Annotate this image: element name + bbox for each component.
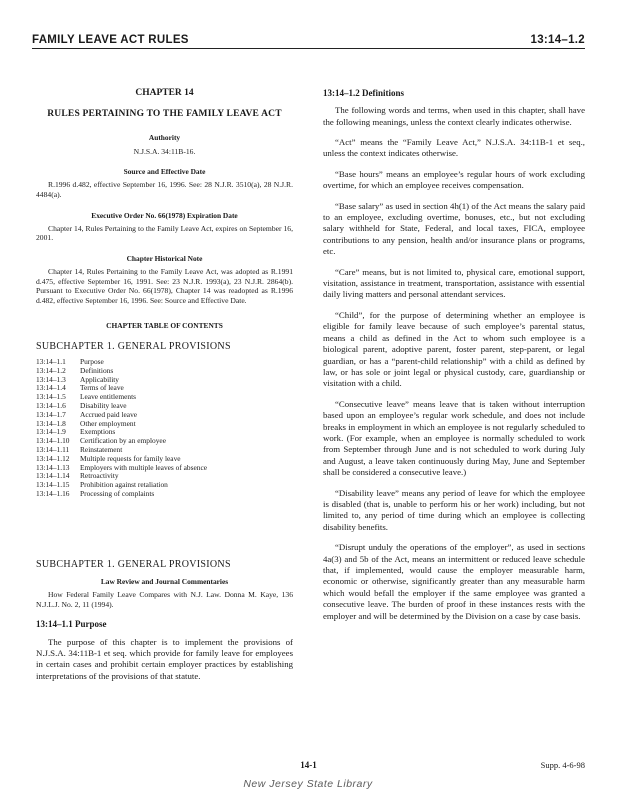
- definition-paragraph: “Child”, for the purpose of determining whether an employee is eligible for family leave because of such employee’s parental status, means a child as defined in the Act to whom such employee is a biological parent, adoptive parent, foster parent, step-parent, or legal guardian, or has a “parent-child relationship” with a child as defined by law, or has sole or joint legal or physical custody, care, guardianship or visitation with a child.: [323, 309, 585, 389]
- source-heading: Source and Effective Date: [123, 167, 206, 177]
- authority-heading: Authority: [148, 133, 181, 143]
- left-column: [36, 88, 293, 689]
- page-footer: [32, 760, 585, 774]
- toc-item: 13:14–1.5 Leave entitlements: [36, 392, 137, 402]
- law-review-text: How Federal Family Leave Compares with N.J. Law. Donna M. Kaye, 136 N.J.L.J. No. 2, 11 (1994).: [36, 590, 293, 609]
- header-section-number: 13:14–1.2: [530, 34, 585, 46]
- toc-heading: CHAPTER TABLE OF CONTENTS: [106, 320, 223, 330]
- definition-paragraph: “Consecutive leave” means leave that is taken without interruption based upon an employee’s regular work schedule, and does not include breaks in employment in which an employee is not regularly scheduled to work. (For example, when an employee is normally scheduled to work from September through June and is not scheduled to work during July and August, a leave taken continuously during May, June and September shall be considered a consecutive leave.): [323, 398, 585, 478]
- toc-subchapter-heading: SUBCHAPTER 1. GENERAL PROVISIONS: [36, 340, 231, 352]
- right-column: [323, 88, 585, 631]
- purpose-heading: 13:14–1.1 Purpose: [36, 619, 107, 630]
- toc-item: 13:14–1.7 Accrued paid leave: [36, 409, 138, 419]
- toc-item: 13:14–1.15 Prohibition against retaliation: [36, 480, 168, 490]
- toc-item: 13:14–1.14 Retroactivity: [36, 471, 119, 481]
- toc-item: 13:14–1.12 Multiple requests for family leave: [36, 453, 181, 463]
- toc-item: 13:14–1.10 Certification by an employee: [36, 436, 166, 446]
- toc-item: 13:14–1.3 Applicability: [36, 374, 119, 384]
- definition-paragraph: “Care” means, but is not limited to, physical care, emotional support, visitation, assistance in treatment, transportation, assistance with essential daily living matters and personal attendant services.: [323, 266, 585, 300]
- definition-paragraph: “Disability leave” means any period of leave for which the employee is disabled (that is, unable to perform his or her work) including, but not limited to, any period of time during which an employee is collecting disability benefits.: [323, 487, 585, 532]
- toc-item: 13:14–1.16 Processing of complaints: [36, 488, 155, 498]
- toc-item: 13:14–1.13 Employers with multiple leaves of absence: [36, 462, 208, 472]
- chapter-title: RULES PERTAINING TO THE FAMILY LEAVE ACT: [47, 109, 282, 120]
- running-header: [32, 28, 585, 49]
- definition-paragraph: “Base salary” as used in section 4h(1) of the Act means the salary paid to an employee, excluding overtime, bonuses, etc., but not excluding salary withheld for State, Federal, and local taxes, FICA, employee contributions to any pension, health and/or insurance plans or programs, etc.: [323, 200, 585, 257]
- toc-item: 13:14–1.11 Reinstatement: [36, 444, 123, 454]
- toc-item: 13:14–1.4 Terms of leave: [36, 383, 124, 393]
- historical-note-text: Chapter 14, Rules Pertaining to the Family Leave Act, was adopted as R.1991 d.475, effective September 16, 1991. See: 23 N.J.R. 1993(a), 23 N.J.R. 2864(b). Pursuant to Executive Order No. 66(1978), Chapter 14 was readopted as R.1996 d.482, effective September 16, 1996. See: Source and Effective Date.: [36, 267, 293, 305]
- authority-text: N.J.S.A. 34:11B-16.: [133, 146, 196, 156]
- toc-item: 13:14–1.9 Exemptions: [36, 427, 116, 437]
- definition-paragraph: The following words and terms, when used in this chapter, shall have the following meanings, unless the context clearly indicates otherwise.: [323, 105, 585, 127]
- table-of-contents: [36, 358, 293, 499]
- toc-item: 13:14–1.8 Other employment: [36, 418, 136, 428]
- chapter-number: CHAPTER 14: [135, 88, 194, 98]
- toc-item: 13:14–1.6 Disability leave: [36, 400, 127, 410]
- page-number: 14-1: [300, 760, 317, 770]
- definition-paragraph: “Disrupt unduly the operations of the employer”, as used in sections 4a(3) and 5b of the Act, means an intermittent or reduced leave schedule that, if implemented, would cause the employer measurable harm, economic or otherwise, significantly greater than any measurable harm which would befall the employer if the same employee was granted a consecutive leave. The burden of proof in these instances rests with the employer and will be determined by the Division on a case by case basis.: [323, 542, 585, 621]
- toc-item: 13:14–1.2 Definitions: [36, 365, 114, 375]
- definition-paragraph: “Act” means the “Family Leave Act,” N.J.S.A. 34:11B-1 et seq., unless the context indicates otherwise.: [323, 137, 585, 159]
- definitions-heading: 13:14–1.2 Definitions: [323, 88, 404, 98]
- toc-item: 13:14–1.1 Purpose: [36, 356, 104, 366]
- definition-paragraph: “Base hours” means an employee’s regular hours of work excluding overtime, for which an employee receives compensation.: [323, 168, 585, 191]
- supplement-date: Supp. 4-6-98: [540, 760, 585, 770]
- purpose-text: The purpose of this chapter is to implement the provisions of N.J.S.A. 34:11B-1 et seq. which provide for family leave for employees in certain cases and prohibit certain employer practices by establishing interpretations of the provisions of that statute.: [36, 636, 293, 681]
- library-stamp: New Jersey State Library: [243, 778, 373, 790]
- source-text: R.1996 d.482, effective September 16, 1996. See: 28 N.J.R. 3510(a), 28 N.J.R. 4484(a).: [36, 180, 293, 199]
- subchapter-heading: SUBCHAPTER 1. GENERAL PROVISIONS: [36, 558, 231, 570]
- executive-order-heading: Executive Order No. 66(1978) Expiration Date: [91, 210, 238, 220]
- historical-note-heading: Chapter Historical Note: [126, 253, 203, 263]
- executive-order-text: Chapter 14, Rules Pertaining to the Family Leave Act, expires on September 16, 2001.: [36, 223, 293, 243]
- law-review-heading: Law Review and Journal Commentaries: [100, 576, 229, 586]
- header-title: FAMILY LEAVE ACT RULES: [32, 34, 189, 46]
